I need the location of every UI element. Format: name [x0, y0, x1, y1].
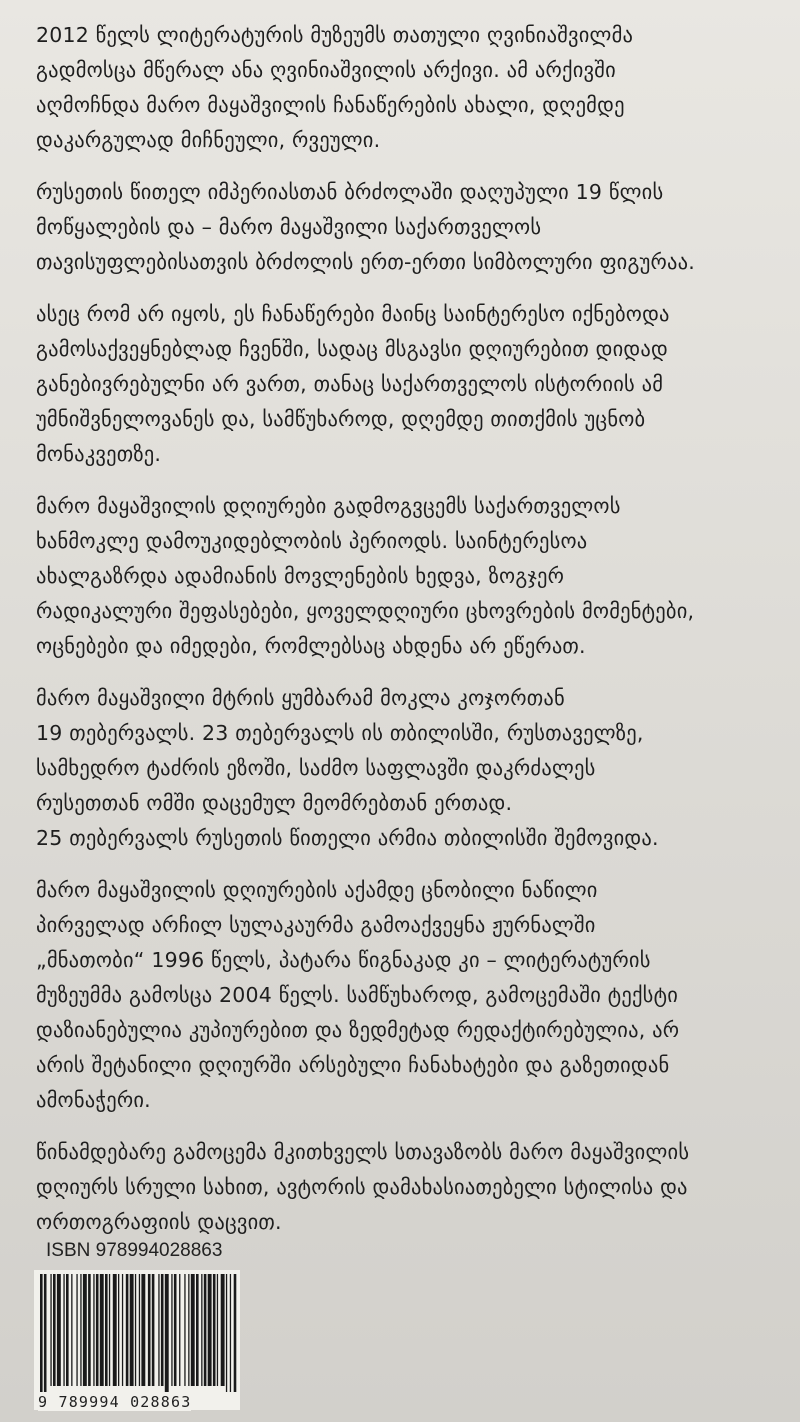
- paragraph-4: მარო მაყაშვილის დღიურები გადმოგვცემს საქართველოს ხანმოკლე დამოუკიდებლობის პერიოდს. საინტერესოა ახალგაზრდა ადამიანის მოვლენების ხედვა, ზოგჯერ რადიკალური შეფასებები, ყოველდღიური ცხოვრების მომენტები, ოცნებები და იმედები, რომლებსაც ახდენა არ ეწერათ.: [36, 494, 695, 658]
- paragraph-1: 2012 წელს ლიტერატურის მუზეუმს თათული ღვინიაშვილმა გადმოსცა მწერალ ანა ღვინიაშვილის არქივი. ამ არქივში აღმოჩნდა მარო მაყაშვილის ჩანაწერების ახალი, დღემდე დაკარგულად მიჩნეული, რვეული.: [36, 23, 634, 152]
- paragraph-6: მარო მაყაშვილის დღიურების აქამდე ცნობილი ნაწილი პირველად არჩილ სულაკაურმა გამოაქვეყნა ჟურნალში „მნათობი“ 1996 წელს, პატარა წიგნაკად კი – ლიტერატურის მუზეუმმა გამოსცა 2004 წელს. სამწუხაროდ, გამოცემაში ტექსტი დაზიანებულია კუპიურებით და ზედმეტად რედაქტირებულია, არ არის შეტანილი დღიურში არსებული ჩანახატები და გაზეთიდან ამონაჭერი.: [36, 878, 680, 1112]
- paragraph-5: მარო მაყაშვილი მტრის ყუმბარამ მოკლა კოჯორთან 19 თებერვალს. 23 თებერვალს ის თბილისში, რუსთაველზე, სამხედრო ტაძრის ეზოში, საძმო საფლავში დაკრძალეს რუსეთთან ომში დაცემულ მეომრებთან ერთად. 25 თებერვალს რუსეთის წითელი არმია თბილისში შემოვიდა.: [36, 686, 659, 850]
- barcode-bars: [34, 1270, 240, 1392]
- barcode-digits: 9 789994 028863: [38, 1393, 192, 1411]
- isbn-label: ISBN 978994028863: [46, 1240, 223, 1261]
- paragraph-2: რუსეთის წითელ იმპერიასთან ბრძოლაში დაღუპული 19 წლის მოწყალების და – მარო მაყაშვილი საქართველოს თავისუფლებისათვის ბრძოლის ერთ-ერთი სიმბოლური ფიგურაა.: [36, 180, 695, 274]
- paragraph-7: წინამდებარე გამოცემა მკითხველს სთავაზობს მარო მაყაშვილის დღიურს სრული სახით, ავტორის დამახასიათებელი სტილისა და ორთოგრაფიის დაცვით.: [36, 1140, 690, 1234]
- barcode: [34, 1270, 240, 1410]
- blurb-text: [36, 18, 788, 1257]
- paragraph-3: ასეც რომ არ იყოს, ეს ჩანაწერები მაინც საინტერესო იქნებოდა გამოსაქვეყნებლად ჩვენში, სადაც მსგავსი დღიურებით დიდად განებივრებულნი არ ვართ, თანაც საქართველოს ისტორიის ამ უმნიშვნელოვანეს და, სამწუხაროდ, დღემდე თითქმის უცნობ მონაკვეთზე.: [36, 302, 670, 466]
